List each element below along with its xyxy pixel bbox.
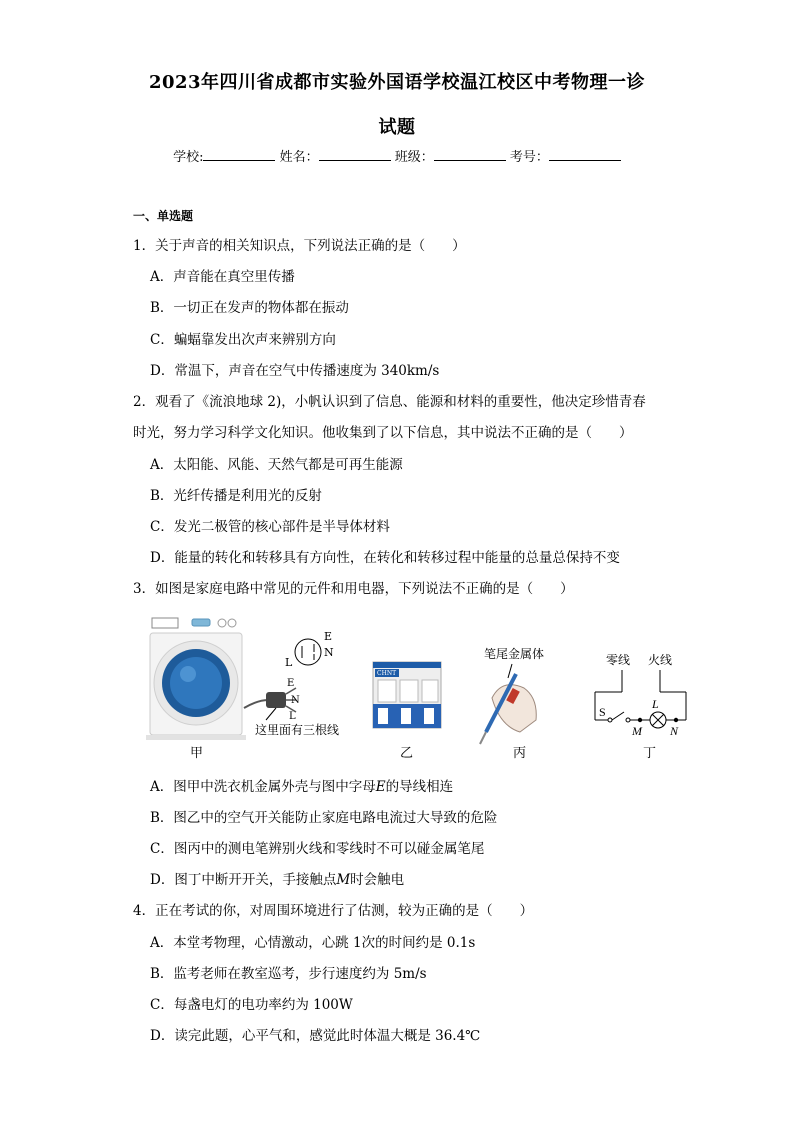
- live-wire-label: 火线: [648, 653, 673, 667]
- q1-option-b: B．一切正在发声的物体都在振动: [150, 300, 349, 316]
- q1-option-a: A．声音能在真空里传播: [150, 269, 295, 285]
- school-label: 学校:: [173, 150, 204, 165]
- q3-stem: 3．如图是家庭电路中常见的元件和用电器，下列说法不正确的是（ ）: [133, 581, 574, 597]
- q2-option-c: C．发光二极管的核心部件是半导体材料: [150, 519, 390, 535]
- q3-option-c: C．图丙中的测电笔辨别火线和零线时不可以碰金属笔尾: [150, 841, 485, 857]
- q1-option-d: D．常温下，声音在空气中传播速度为 340km/s: [150, 363, 440, 379]
- q3-figure: [140, 608, 700, 768]
- point-label-m: M: [632, 724, 642, 738]
- q2-option-b: B．光纤传播是利用光的反射: [150, 488, 322, 504]
- q3-option-a-text: A．图甲中洗衣机金属外壳与图中字母: [150, 779, 376, 795]
- q3-option-a-text2: 的导线相连: [385, 779, 454, 795]
- q3-option-b: B．图乙中的空气开关能防止家庭电路电流过大导致的危险: [150, 810, 498, 826]
- q4-option-b: B．监考老师在教室巡考，步行速度约为 5m/s: [150, 966, 427, 982]
- q2-stem-cont: 时光，努力学习科学文化知识。他收集到了以下信息，其中说法不正确的是（ ）: [133, 425, 633, 441]
- q4-stem: 4．正在考试的你，对周围环境进行了估测，较为正确的是（ ）: [133, 903, 534, 919]
- q3-option-d-text2: 时会触电: [350, 872, 405, 888]
- circuit-diagram: [595, 652, 686, 738]
- q4-option-c: C．每盏电灯的电功率约为 100W: [150, 997, 353, 1013]
- plug-label-n: N: [291, 695, 300, 706]
- point-label-n: N: [670, 724, 679, 738]
- socket-label-n: N: [324, 646, 334, 659]
- fig-label-ding: 丁: [643, 746, 657, 761]
- q1-stem: 1．关于声音的相关知识点，下列说法正确的是（ ）: [133, 238, 466, 254]
- svg-text:CHNT: CHNT: [377, 670, 397, 677]
- q3-option-d-var: M: [336, 872, 351, 888]
- student-info-row: [0, 146, 794, 165]
- plug-caption: 这里面有三根线: [255, 723, 340, 737]
- lamp-label-l: L: [652, 697, 659, 711]
- fig-label-yi: 乙: [400, 746, 414, 761]
- plug-label-l: L: [289, 711, 296, 722]
- name-blank[interactable]: [319, 148, 391, 161]
- fig-label-bing: 丙: [513, 746, 527, 761]
- test-pen-illustration: [480, 646, 544, 744]
- neutral-wire-label: 零线: [606, 653, 631, 667]
- exam-no-label: 考号：: [509, 150, 549, 165]
- class-blank[interactable]: [434, 148, 506, 161]
- plug-and-socket-illustration: [244, 630, 339, 737]
- plug-label-e: E: [287, 678, 295, 689]
- q2-stem: 2．观看了《流浪地球 2)，小帆认识到了信息、能源和材料的重要性，他决定珍惜青春: [133, 394, 646, 410]
- air-switch-illustration: [373, 662, 441, 728]
- q1-option-c: C．蝙蝠靠发出次声来辨别方向: [150, 332, 336, 348]
- pen-caption: 笔尾金属体: [484, 647, 545, 661]
- washing-machine-illustration: [146, 618, 246, 740]
- switch-label-s: S: [599, 705, 606, 719]
- section-heading: 一、单选题: [133, 209, 194, 223]
- q3-option-a-var: E: [375, 779, 386, 795]
- fig-label-jia: 甲: [190, 746, 204, 761]
- q4-option-a: A．本堂考物理，心情激动，心跳 1次的时间约是 0.1s: [150, 935, 476, 951]
- q2-option-d: D．能量的转化和转移具有方向性，在转化和转移过程中能量的总量总保持不变: [150, 550, 620, 566]
- q4-option-d: D．读完此题，心平气和，感觉此时体温大概是 36.4℃: [150, 1028, 481, 1044]
- q3-option-d: [150, 868, 404, 888]
- q3-option-a: [150, 775, 453, 795]
- socket-label-e: E: [324, 630, 333, 643]
- socket-label-l: L: [285, 656, 293, 669]
- school-blank[interactable]: [203, 148, 275, 161]
- name-label: 姓名：: [279, 150, 319, 165]
- exam-title-cont: 试题: [378, 117, 416, 138]
- class-label: 班级：: [394, 150, 434, 165]
- exam-no-blank[interactable]: [549, 148, 621, 161]
- q2-option-a: A．太阳能、风能、天然气都是可再生能源: [150, 457, 403, 473]
- q3-option-d-text: D．图丁中断开开关，手接触点: [150, 872, 337, 888]
- exam-title: 2023年四川省成都市实验外国语学校温江校区中考物理一诊: [148, 72, 646, 93]
